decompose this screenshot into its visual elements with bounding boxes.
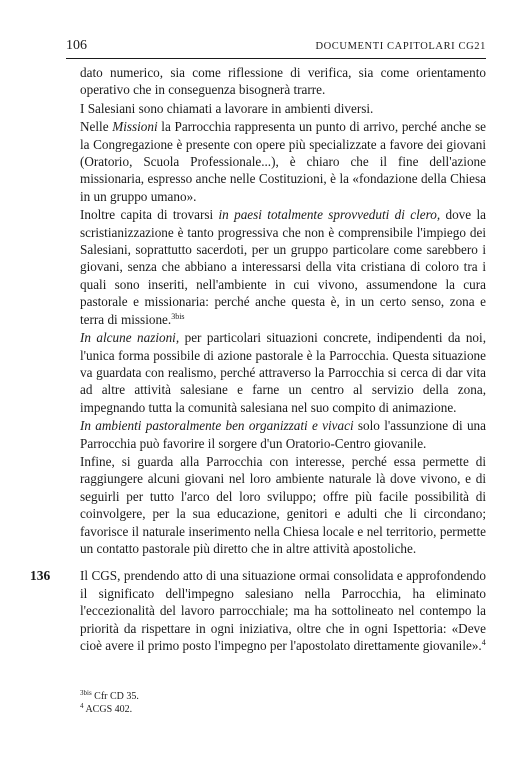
paragraph-ambienti-emphasis: In ambienti pastoralmente ben organizzati e vivaci xyxy=(80,418,354,434)
footnote-text: ACGS 402. xyxy=(85,704,133,715)
footnote-text: Cfr CD 35. xyxy=(94,691,139,702)
footnote-mark: 4 xyxy=(80,702,84,710)
running-header xyxy=(66,36,486,56)
paragraph-missioni-emphasis: Missioni xyxy=(112,119,158,135)
footnotes xyxy=(80,690,486,716)
paragraph-paesi-emphasis: in paesi totalmente sprovveduti di clero, xyxy=(218,207,441,223)
paragraph-nazioni-emphasis: In alcune nazioni, xyxy=(80,330,180,346)
footnote-mark: 3bis xyxy=(80,689,92,697)
paragraph-missioni xyxy=(80,118,486,205)
paragraph-paesi-text: dove la scristianizzazione è tanto progressiva che non è comprensibile l'impiego dei Salesiani, soprattutto sacerdoti, per un gruppo particolare come sarebbero i giovani, senza che abbiano a interessarsi della vita cristiana di coloro tra i quali sono inseriti, nell'ambiente in cui vivono, assumendone la cura pastorale e missionaria: perché anche questa è, in un certo senso, zona e terra di missione. xyxy=(80,207,486,327)
paragraph-paesi-lead: Inoltre capita di trovarsi xyxy=(80,207,219,223)
paragraph-missioni-lead: Nelle xyxy=(80,119,113,135)
paragraph-nazioni-text: per particolari situazioni concrete, indipendenti da noi, l'unica forma possibile di azione pastorale è la Parrocchia. Questa situazione va guardata con realismo, perché attraverso la Parrocchia si cerca di dar vita ad altre attività salesiane e farne un centro al servizio della zona, impegnando tutta la comunità salesiana nel suo compito di animazione. xyxy=(80,330,486,415)
paragraph-infine: Infine, si guarda alla Parrocchia con interesse, perché essa permette di raggiungere alcuni giovani nel loro ambiente naturale là dove vivono, e di seguirli per tutto l'arco del loro sviluppo; offre più facile possibilità di coinvolgere, per la sua educazione, genitori e adulti che li circondano; favorisce il naturale inserimento nella Chiesa locale e nel territorio, permette un contatto pastorale più diretto che in altre attività apostoliche. xyxy=(80,453,486,556)
section-136 xyxy=(30,567,486,654)
paragraph-missioni-text: la Parrocchia rappresenta un punto di arrivo, perché anche se la Congregazione è presente con opere più specializzate a favore dei giovani (Oratorio, Scuola Professionale...), è chiaro che il fine dell'azione missionaria, espresso anche nelle Costituzioni, è la «fondazione della Chiesa in un gruppo umano». xyxy=(80,119,487,204)
footnote-3bis xyxy=(80,690,486,703)
paragraph-ambienti-text: solo l'assunzione di una Parrocchia può favorire il sorgere d'un Oratorio-Centro giovanile. xyxy=(80,418,486,451)
footnote-ref-3bis: 3bis xyxy=(171,311,185,321)
paragraph-1: dato numerico, sia come riflessione di verifica, sia come orientamento operativo che in conseguenza bisognerà trarre. xyxy=(80,65,486,98)
header-rule xyxy=(66,58,486,59)
paragraph-2: I Salesiani sono chiamati a lavorare in ambienti diversi. xyxy=(80,100,374,116)
page-body xyxy=(30,64,487,654)
footnote-ref-4: 4 xyxy=(481,638,486,647)
section-text: Il CGS, prendendo atto di una situazione ormai consolidata e approfondendo il significato dell'impegno salesiano nella Parrocchia, ha eliminato l'eccezionalità del lavoro parrocchiale; ma ha sottolineato nel contempo la priorità da rispettare in ogni iniziativa, oltre che in ogni Ispettoria: «Deve cioè avere il primo posto l'impegno per l'apostolato direttamente giovanile». xyxy=(80,568,486,653)
footnote-4 xyxy=(80,703,486,716)
page-number: 106 xyxy=(66,38,87,53)
section-number: 136 xyxy=(30,568,51,584)
running-title: DOCUMENTI CAPITOLARI CG21 xyxy=(315,41,486,52)
paragraph-nazioni xyxy=(80,329,486,416)
paragraph-ambienti xyxy=(80,417,486,452)
paragraph-paesi xyxy=(80,206,486,328)
